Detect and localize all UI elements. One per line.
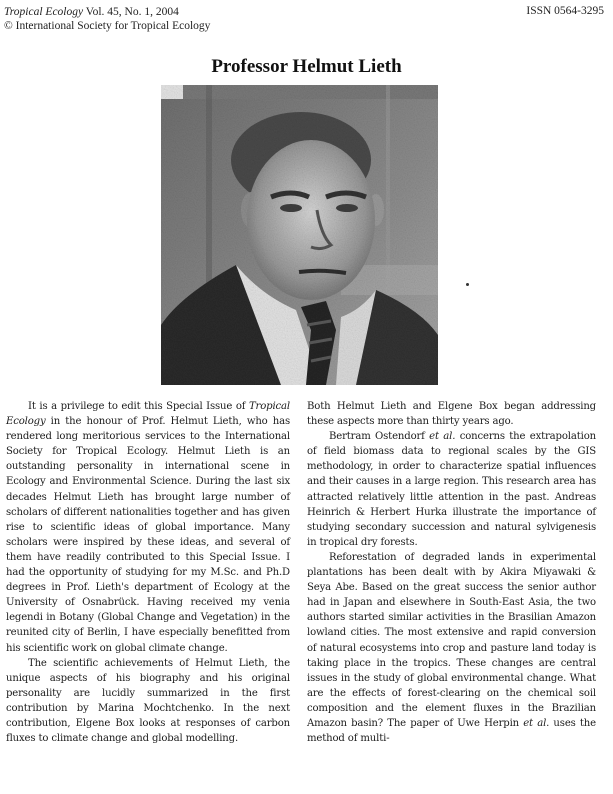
portrait-photo	[161, 85, 438, 385]
paragraph	[307, 550, 596, 746]
right-column	[307, 399, 596, 746]
paragraph: The scientific achievements of Helmut Lieth, the unique aspects of his biography and his original personality are lucidly summarized in the first contribution by Marina Mochtchenko. In the next contribution, Elgene Box looks at responses of carbon fluxes to climate change and global modelling.	[6, 657, 290, 745]
portrait-image	[161, 85, 438, 385]
et-al-italic: et al.	[523, 717, 550, 729]
left-column	[6, 399, 290, 746]
volume-issue: Vol. 45, No. 1, 2004	[85, 6, 179, 18]
journal-name-italic: Tropical Ecology	[6, 401, 290, 428]
paragraph	[6, 399, 290, 656]
text: It is a privilege to edit this Special Issue of	[28, 401, 249, 412]
text: concerns the extrapolation of field biomass data to regional scales by the GIS methodology, in order to characterize spatial influences and their causes in a large region. This research area has attracted relatively little attention in the past. Andreas Heinrich & Herbert Hurka illustrate the importance of studying secondary succession and natural sylvigenesis in tropical dry forests.	[307, 431, 597, 548]
copyright-line: © International Society for Tropical Ecology	[4, 20, 211, 32]
text: Reforestation of degraded lands in experimental plantations has been dealt with by Akira Miyawaki & Seya Abe. Based on the great success the senior author had in Japan and elsewhere in South-East Asia, the two authors started similar activities in the Brasilian Amazon lowland cities. The most extensive and rapid conversion of natural ecosystems into crop and pasture land today is taking place in the tropics. These changes are central issues in the study of global environmental change. What are the effects of forest-clearing on the chemical soil composition and the element fluxes in the Brazilian Amazon basin? The paper of Uwe Herpin	[307, 551, 596, 729]
paragraph	[307, 429, 596, 550]
text: Bertram Ostendorf	[329, 431, 430, 443]
article-title: Professor Helmut Lieth	[211, 56, 402, 77]
journal-citation	[4, 5, 210, 33]
et-al-italic: et al.	[429, 431, 456, 443]
scan-speck	[466, 283, 469, 286]
journal-volume-line	[4, 5, 210, 19]
text: in the honour of Prof. Helmut Lieth, who has rendered long meritorious services to the International Society for Tropical Ecology. Helmut Lieth is an outstanding personality in international scene in Ecology and Environmental Science. During the last six decades Helmut Lieth has brought large number of scholars of different nationalities together and has given rise to scientific ideas of global importance. Many scholars were inspired by these ideas, and several of them have readily contributed to this Special Issue. I had the opportunity of studying for my M.Sc. and Ph.D degrees in Prof. Lieth's department of Ecology at the University of Osnabrück. Having received my venia legendi in Botany (Global Change and Vegetation) in the reunited city of Berlin, I have especially benefitted from his scientific work on global climate change.	[6, 416, 290, 654]
issn: ISSN 0564-3295	[526, 5, 604, 17]
text: uses the method of multi-	[307, 717, 596, 745]
paragraph-continued: Both Helmut Lieth and Elgene Box began addressing these aspects more than thirty years ago.	[307, 401, 596, 428]
journal-name: Tropical Ecology	[4, 6, 84, 18]
